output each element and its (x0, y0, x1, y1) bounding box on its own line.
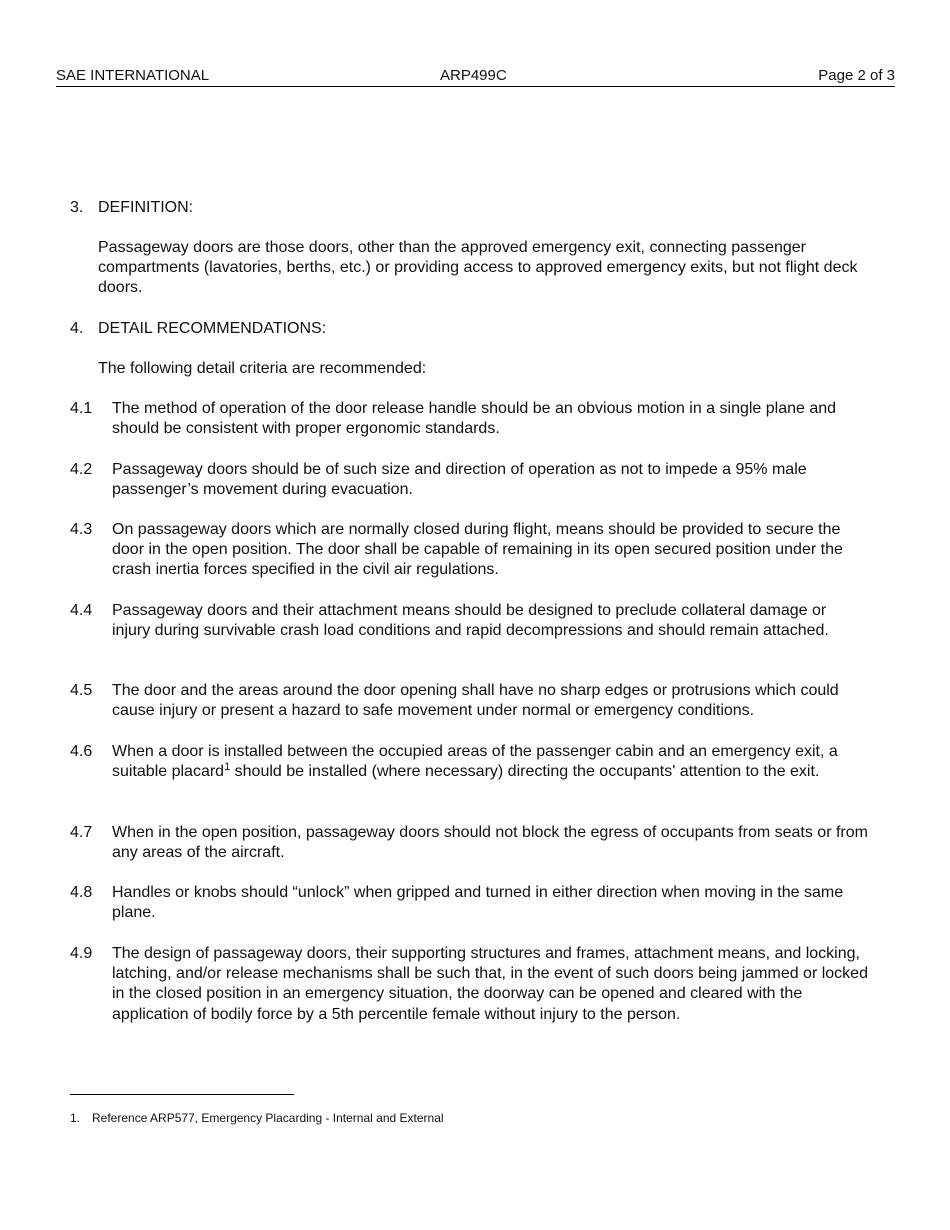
footnote-reference: 1 (224, 761, 231, 774)
item-number: 4.5 (70, 682, 93, 699)
section-title: DETAIL RECOMMENDATIONS: (98, 320, 327, 337)
header-document-id: ARP499C (440, 67, 507, 84)
header-organization: SAE INTERNATIONAL (56, 67, 210, 84)
header-page-number: Page 2 of 3 (818, 67, 895, 84)
item-text: Passageway doors and their attachment means should be designed to preclude collateral damage or injury during survivable crash load conditions and rapid decompressions and should remain attached. (112, 602, 829, 640)
item-number: 4.4 (70, 602, 93, 619)
page-header (56, 66, 895, 87)
item-text: The design of passageway doors, their supporting structures and frames, attachment means, and locking, latching, and/or release mechanisms shall be such that, in the event of such doors being jammed or locked in the closed position in an emergency situation, the doorway can be opened and cleared with the application of bodily force by a 5th percentile female without injury to the person. (112, 945, 868, 1023)
item-number: 4.3 (70, 521, 93, 538)
item-text: The method of operation of the door release handle should be an obvious motion in a single plane and should be consistent with proper ergonomic standards. (112, 400, 837, 438)
section-definition-body: Passageway doors are those doors, other than the approved emergency exit, connecting passenger compartments (lavatories, berths, etc.) or providing access to approved emergency exits, but not flight deck doors. (98, 239, 858, 297)
footnote-number: 1. (70, 1111, 81, 1125)
section-title: DEFINITION: (98, 199, 194, 216)
item-number: 4.7 (70, 824, 93, 841)
item-text: Handles or knobs should “unlock” when gripped and turned in either direction when moving in the same plane. (112, 884, 844, 922)
item-text: Passageway doors should be of such size and direction of operation as not to impede a 95% male passenger’s movement during evacuation. (112, 461, 807, 499)
item-text-part: When a door is installed between the occupied areas of the passenger cabin and an emergency exit, a suitable placard (112, 743, 838, 781)
item-text-part: should be installed (where necessary) directing the occupants' attention to the exit. (230, 763, 820, 781)
section-detail-recommendations-body: The following detail criteria are recommended: (98, 360, 427, 377)
item-text: The door and the areas around the door opening shall have no sharp edges or protrusions which could cause injury or present a hazard to safe movement under normal or emergency conditions. (112, 682, 839, 720)
item-number: 4.1 (70, 400, 93, 417)
footnote (70, 1111, 444, 1125)
item-text (112, 742, 868, 782)
item-number: 4.9 (70, 945, 93, 962)
section-number: 3. (70, 199, 84, 216)
item-text: When in the open position, passageway doors should not block the egress of occupants from seats or from any areas of the aircraft. (112, 824, 868, 862)
footnote-divider (70, 1094, 294, 1095)
item-number: 4.2 (70, 461, 93, 478)
item-number: 4.8 (70, 884, 93, 901)
footnote-text: Reference ARP577, Emergency Placarding - Internal and External (92, 1111, 444, 1125)
item-text: On passageway doors which are normally closed during flight, means should be provided to secure the door in the open position. The door shall be capable of remaining in its open secured position under the crash inertia forces specified in the civil air regulations. (112, 521, 843, 579)
item-number: 4.6 (70, 743, 93, 760)
section-number: 4. (70, 320, 84, 337)
